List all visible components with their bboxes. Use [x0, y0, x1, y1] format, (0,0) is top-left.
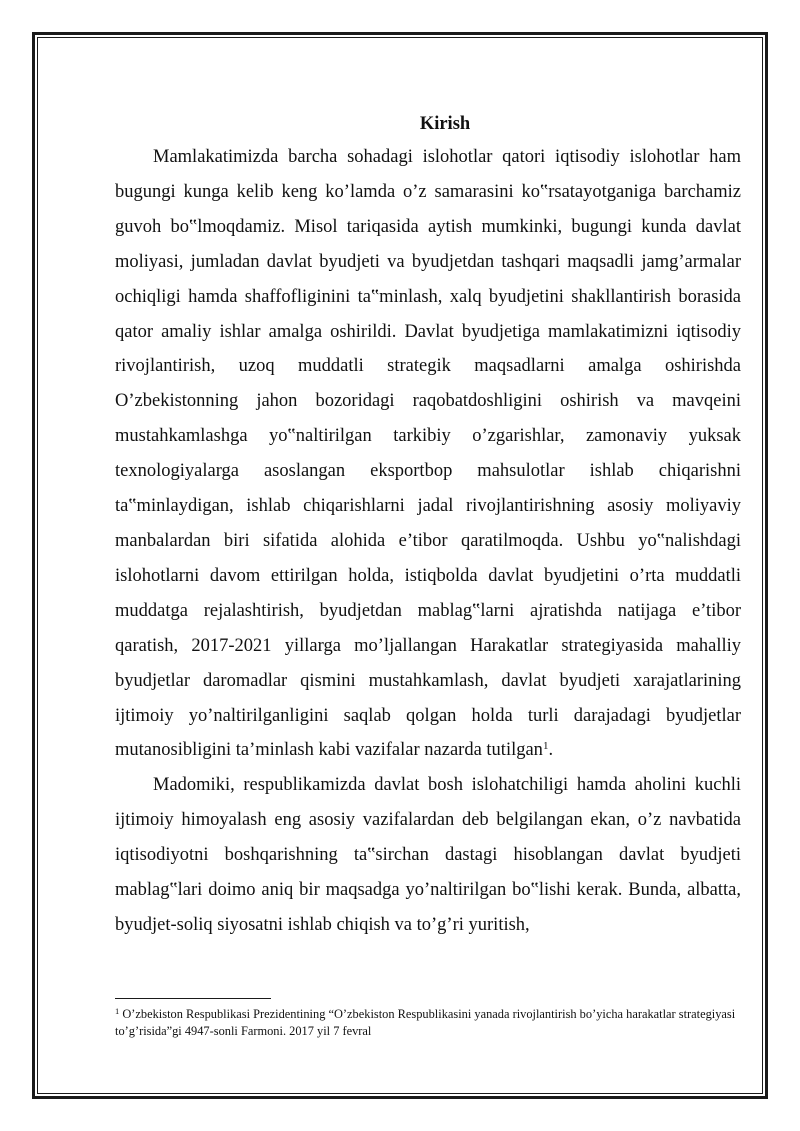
paragraph-1-text: Mamlakatimizda barcha sohadagi islohotlar qatori iqtisodiy islohotlar ham bugungi kunga kelib keng ko’lamda o’z samarasini ko‟rsatayotganiga barchamiz guvoh bo‟lmoqdamiz. Misol tariqasida aytish mumkinki, bugungi kunda davlat moliyasi, jumladan davlat byudjeti va byudjetdan tashqari maqsadli jamg’armalar ochiqligi hamda shaffofliginini ta‟minlash, xalq byudjetini shakllantirish borasida qator amaliy ishlar amalga oshirildi. Davlat byudjetiga mamlakatimizni iqtisodiy rivojlantirish, uzoq muddatli strategik maqsadlarni amalga oshirishda O’zbekistonning jahon bozoridagi raqobatdoshligini oshirish va mavqeini mustahkamlashga yo‟naltirilgan tarkibiy o’zgarishlar, zamonaviy yuksak texnologiyalarga asoslangan eksportbop mahsulotlar ishlab chiqarishni ta‟minlaydigan, ishlab chiqarishlarni jadal rivojlantirishning asosiy moliyaviy manbalardan biri sifatida alohida e’tibor qaratilmoqda. Ushbu yo‟nalishdagi islohotlarni davom ettirilgan holda, istiqbolda davlat byudjetini o’rta muddatli muddatga rejalashtirish, byudjetdan mablag‟larni ajratishda natijaga e’tibor qaratish, 2017-2021 yillarga mo’ljallangan Harakatlar strategiyasida mahalliy byudjetlar daromadlar qismini mustahkamlash, davlat byudjeti xarajatlarining ijtimoiy yo’naltirilganligini saqlab qolgan holda turli darajadagi byudjetlar mutanosibligini ta’minlash kabi vazifalar nazarda tutilgan	[115, 147, 741, 761]
footnote-reference[interactable]: 1	[542, 740, 549, 753]
document-body	[115, 108, 741, 943]
footnote	[115, 1006, 741, 1040]
section-title: Kirish	[419, 114, 471, 134]
paragraph-1-ending: .	[548, 740, 554, 761]
footnote-separator	[115, 998, 271, 999]
paragraph-2: Madomiki, respublikamizda davlat bosh islohatchiligi hamda aholini kuchli ijtimoiy himoyalash eng asosiy vazifalardan deb belgilangan ekan, o’z navbatida iqtisodiyotni boshqarishning ta‟sirchan dastagi hisoblangan davlat byudjeti mablag‟lari doimo aniq bir maqsadga yo’naltirilgan bo‟lishi kerak. Bunda, albatta, byudjet-soliq siyosatni ishlab chiqish va to’g’ri yuritish,	[115, 775, 741, 935]
footnote-text: O’zbekiston Respublikasi Prezidentining “O’zbekiston Respublikasini yanada rivojlantirish bo’yicha harakatlar strategiyasi to’g’risida”gi 4947-sonli Farmoni. 2017 yil 7 fevral	[115, 1007, 736, 1038]
footnote-number: 1	[115, 1006, 120, 1016]
paragraph-1	[115, 140, 741, 768]
